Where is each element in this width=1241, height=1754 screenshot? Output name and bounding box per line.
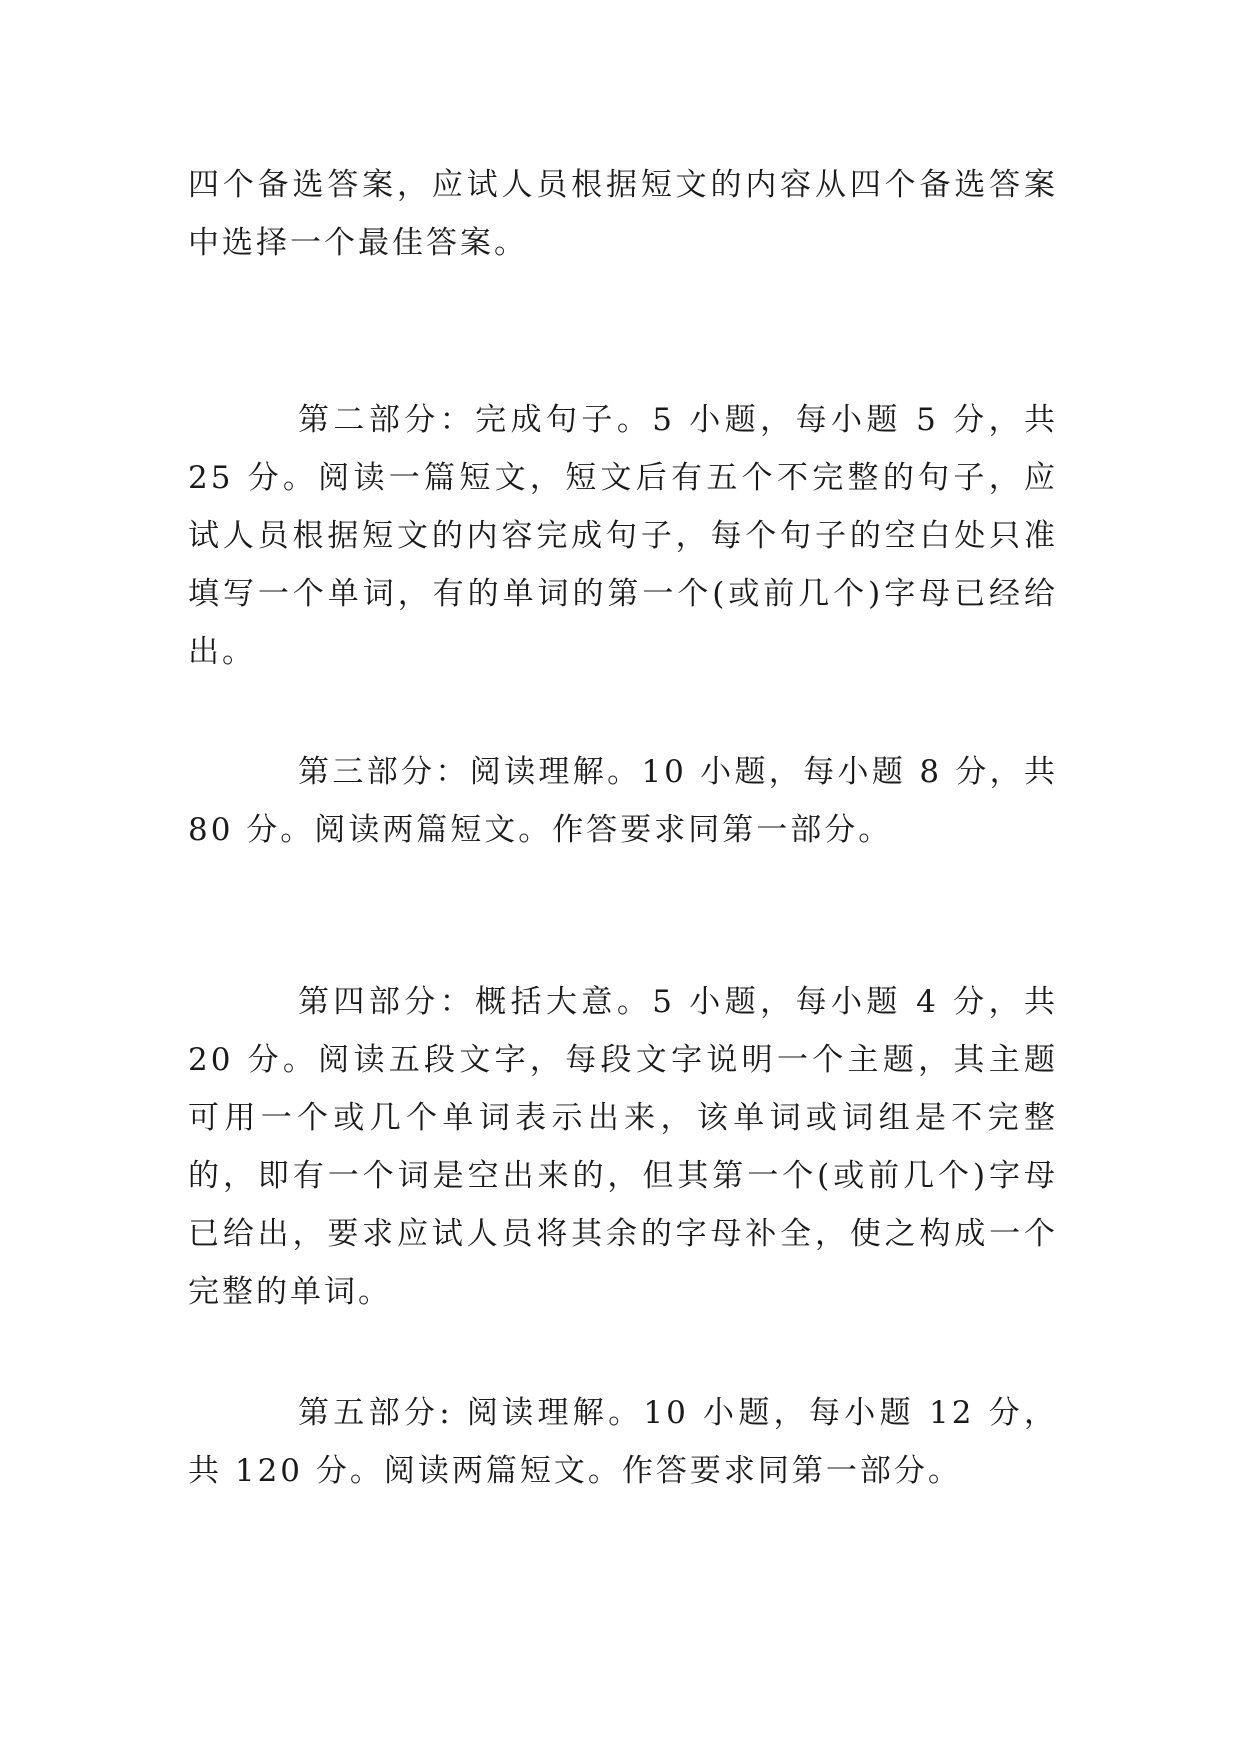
paragraph-continuation: 四个备选答案，应试人员根据短文的内容从四个备选答案中选择一个最佳答案。 (188, 167, 1058, 261)
paragraph-part-four: 第四部分：概括大意。5 小题，每小题 4 分，共 20 分。阅读五段文字，每段文字说明一个主题，其主题可用一个或几个单词表示出来，该单词或词组是不完整的，即有一个词是空出来的，但其第一个(或前几个)字母已给出，要求应试人员将其余的字母补全，使之构成一个完整的单词。 (188, 984, 1058, 1310)
paragraph-part-two: 第二部分：完成句子。5 小题，每小题 5 分，共 25 分。阅读一篇短文，短文后有五个不完整的句子，应试人员根据短文的内容完成句子，每个句子的空白处只准填写一个单词，有的单词的第一个(或前几个)字母已经给出。 (188, 402, 1058, 670)
paragraph-part-three: 第三部分：阅读理解。10 小题，每小题 8 分，共 80 分。阅读两篇短文。作答要求同第一部分。 (188, 754, 1058, 848)
paragraph-part-five: 第五部分: 阅读理解。10 小题，每小题 12 分，共 120 分。阅读两篇短文。作答要求同第一部分。 (188, 1395, 1058, 1489)
